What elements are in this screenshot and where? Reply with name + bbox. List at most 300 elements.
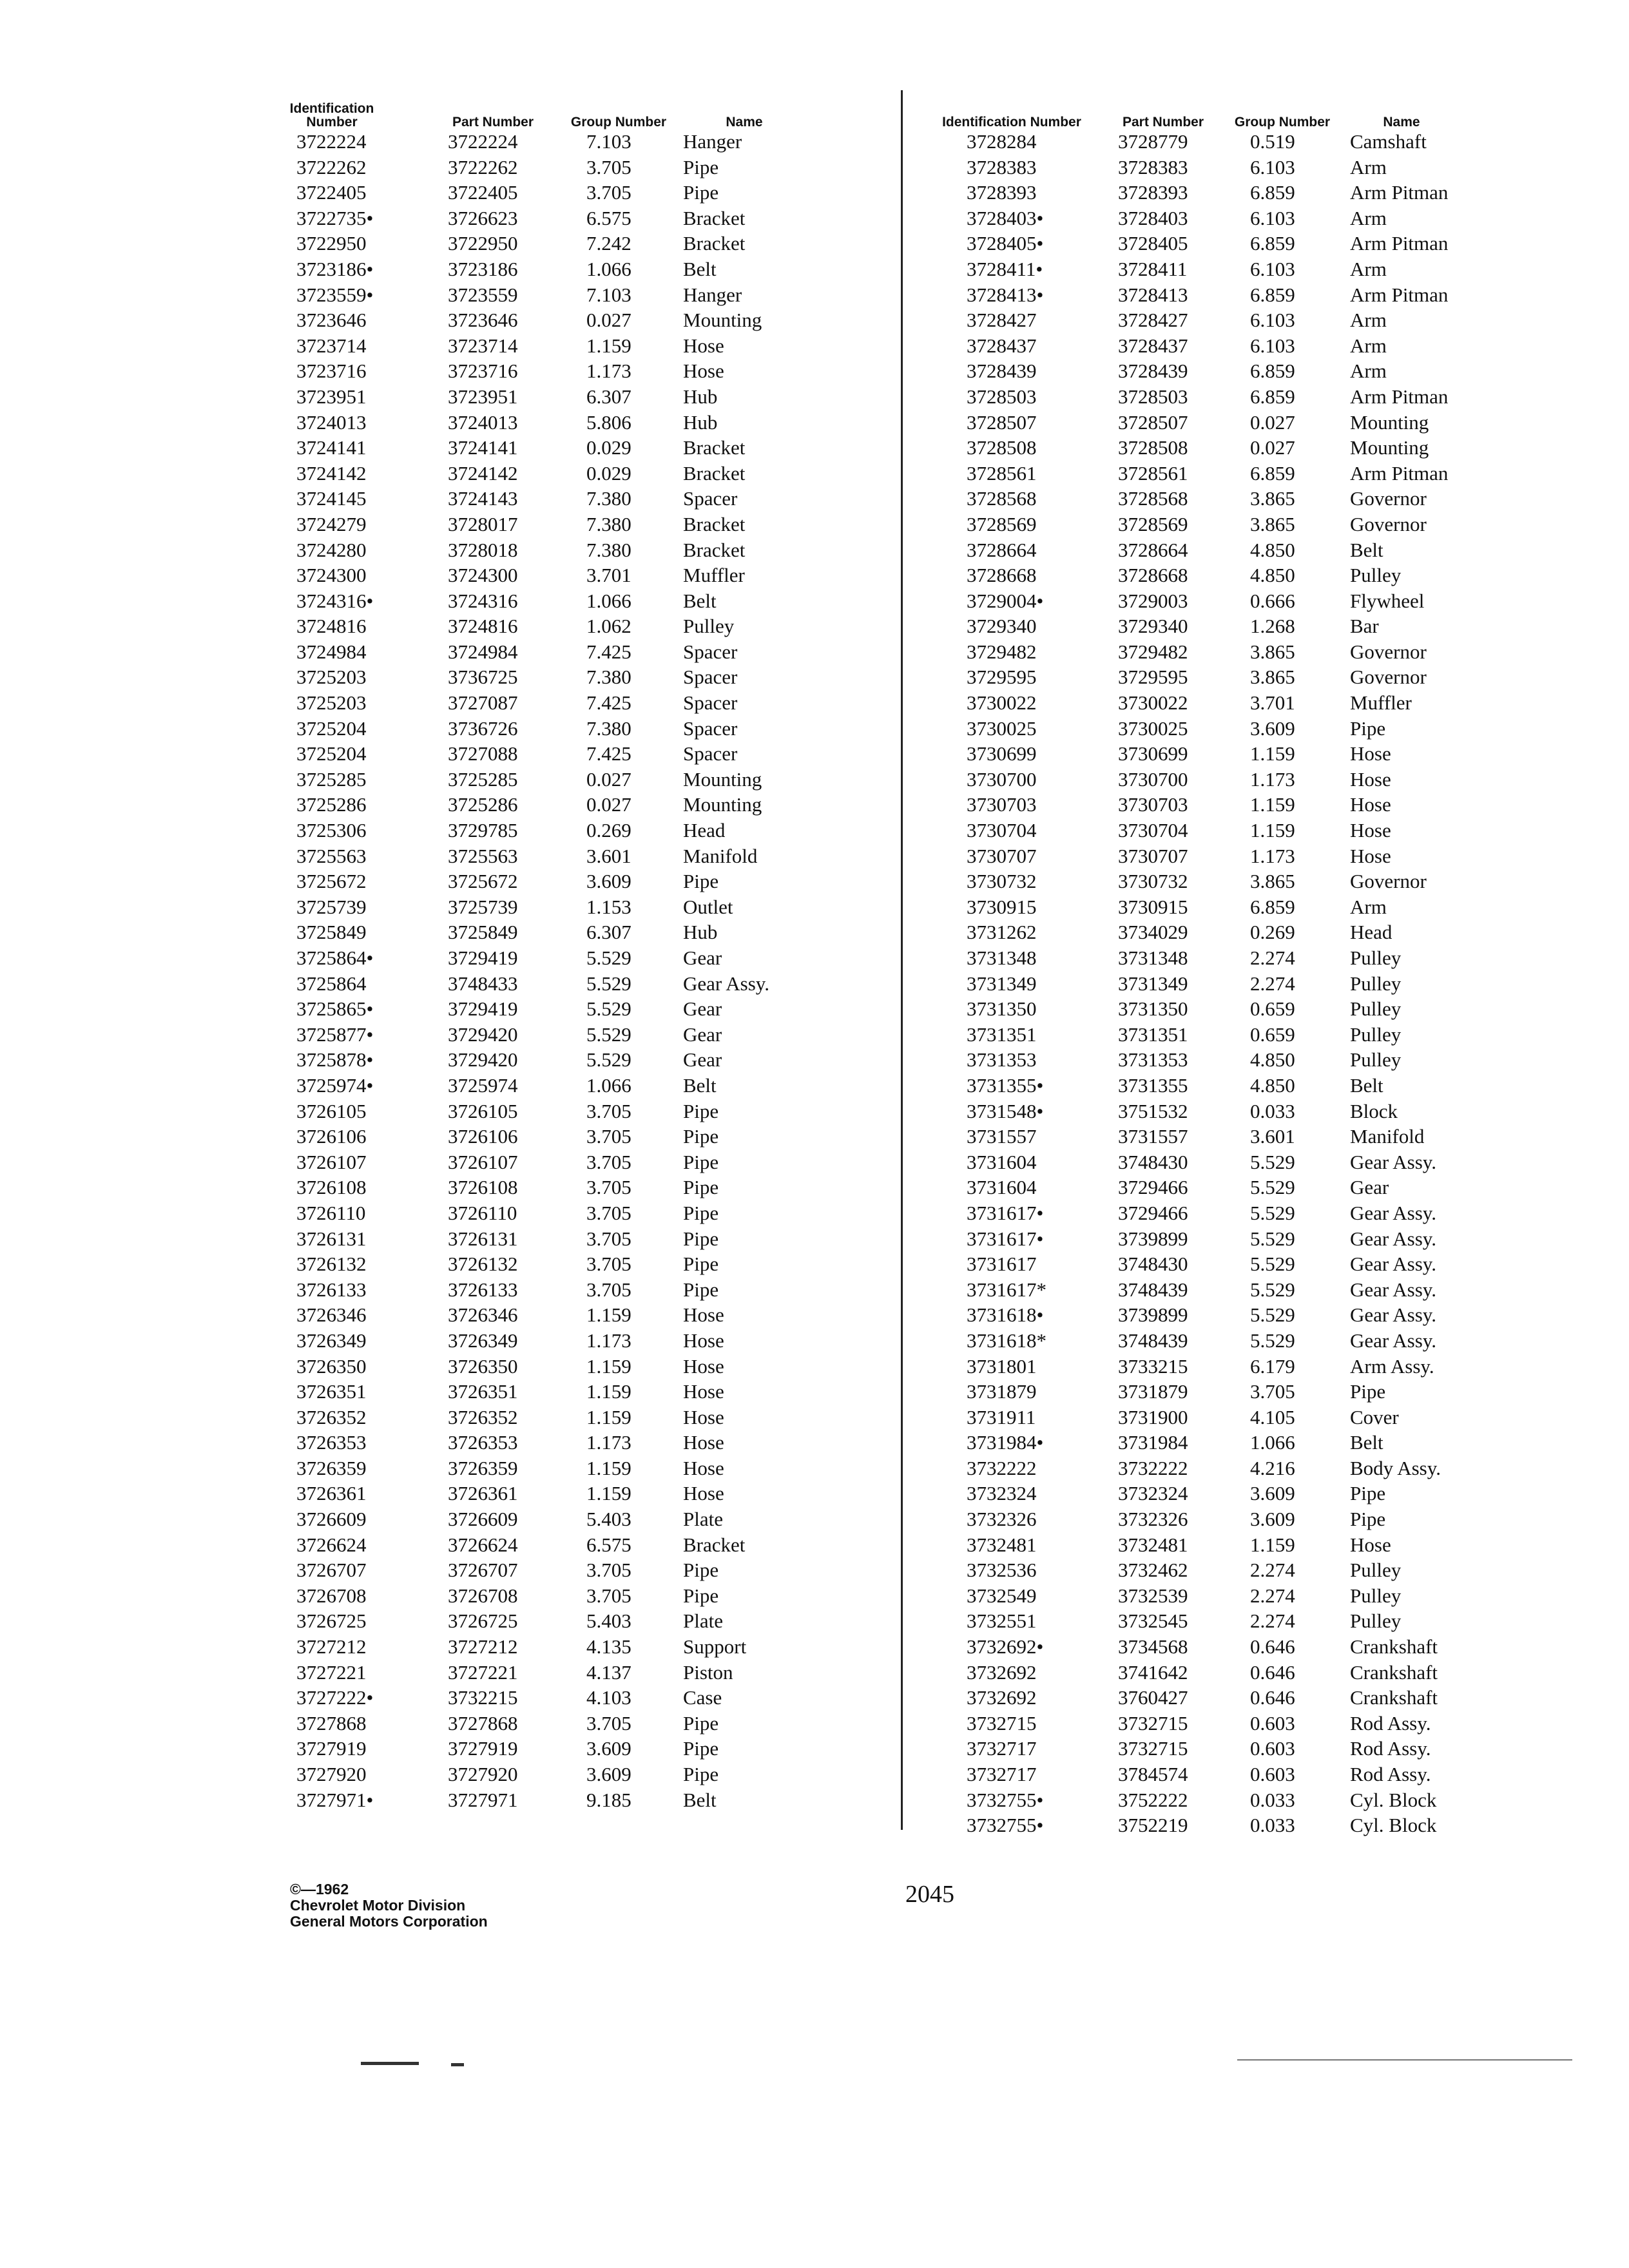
part-number: 3736725 (448, 666, 518, 689)
identification-number: 3727868 (296, 1711, 367, 1735)
table-row (271, 1430, 825, 1456)
group-number: 6.103 (1250, 155, 1295, 178)
part-name: Hose (683, 1456, 724, 1479)
identification-number: 3728427 (967, 309, 1037, 332)
part-name: Cyl. Block (1350, 1788, 1437, 1811)
part-number: 3732215 (448, 1686, 518, 1709)
group-number: 0.029 (586, 461, 631, 485)
part-number: 3726110 (448, 1201, 517, 1224)
part-name: Pipe (1350, 1482, 1386, 1505)
part-number: 3722224 (448, 130, 518, 153)
part-number: 3728561 (1118, 461, 1188, 485)
group-number: 3.865 (1250, 640, 1295, 663)
part-number: 3726350 (448, 1354, 518, 1378)
part-name: Arm (1350, 257, 1387, 280)
table-row (928, 1812, 1547, 1838)
part-name: Arm Pitman (1350, 283, 1449, 306)
part-name: Camshaft (1350, 130, 1427, 153)
part-name: Case (683, 1686, 722, 1709)
group-number: 0.269 (1250, 921, 1295, 944)
group-number: 3.601 (586, 844, 631, 867)
group-number: 3.705 (1250, 1380, 1295, 1403)
table-row (928, 1430, 1547, 1456)
group-number: 1.159 (586, 1303, 631, 1327)
part-number: 3748439 (1118, 1329, 1188, 1352)
group-number: 7.425 (586, 640, 631, 663)
part-name: Crankshaft (1350, 1635, 1438, 1658)
identification-number: 3728403• (967, 206, 1044, 229)
table-row (928, 869, 1547, 894)
group-number: 1.159 (586, 334, 631, 357)
part-number: 3727920 (448, 1763, 518, 1785)
table-row (271, 894, 825, 920)
part-number: 3725849 (448, 921, 518, 944)
part-name: Gear (683, 947, 722, 969)
identification-number: 3729004• (967, 589, 1044, 612)
table-row (928, 1608, 1547, 1634)
part-name: Spacer (683, 666, 738, 689)
part-name: Spacer (683, 716, 738, 740)
part-number: 3728508 (1118, 436, 1188, 459)
part-number: 3751532 (1118, 1099, 1188, 1122)
group-number: 7.380 (586, 666, 631, 689)
part-number: 3734029 (1118, 921, 1188, 944)
identification-number: 3728569 (967, 512, 1037, 535)
group-number: 3.609 (586, 1763, 631, 1785)
group-number: 1.159 (1250, 1533, 1295, 1556)
identification-number: 3726133 (296, 1278, 367, 1301)
part-number: 3732222 (1118, 1456, 1188, 1479)
group-number: 4.850 (1250, 538, 1295, 561)
identification-number: 3726353 (296, 1431, 367, 1454)
identification-number: 3728411• (967, 257, 1043, 280)
table-row (271, 155, 825, 180)
group-number: 7.103 (586, 130, 631, 153)
part-name: Belt (683, 1073, 717, 1097)
header-part-number: Part Number (452, 115, 534, 130)
identification-number: 3725878• (296, 1048, 374, 1072)
part-number: 3726361 (448, 1482, 518, 1505)
identification-number: 3723559• (296, 283, 374, 306)
identification-number: 3730704 (967, 819, 1037, 842)
part-name: Hose (683, 1405, 724, 1428)
group-number: 1.173 (586, 1431, 631, 1454)
part-name: Spacer (683, 640, 738, 663)
part-name: Pipe (683, 1559, 719, 1582)
part-number: 3728439 (1118, 360, 1188, 383)
identification-number: 3724300 (296, 564, 367, 587)
group-number: 4.105 (1250, 1405, 1295, 1428)
part-number: 3726351 (448, 1380, 518, 1403)
group-number: 0.603 (1250, 1763, 1295, 1785)
identification-number: 3731604 (967, 1150, 1037, 1173)
identification-number: 3725864 (296, 972, 367, 995)
part-number: 3723714 (448, 334, 518, 357)
part-name: Pipe (683, 870, 719, 893)
table-row (928, 1456, 1547, 1481)
group-number: 1.159 (586, 1380, 631, 1403)
part-name: Hose (683, 1354, 724, 1378)
group-number: 5.529 (1250, 1278, 1295, 1301)
table-row (271, 1047, 825, 1073)
part-name: Pulley (1350, 1610, 1402, 1633)
identification-number: 3731349 (967, 972, 1037, 995)
group-number: 1.173 (586, 1329, 631, 1352)
table-row (928, 307, 1547, 333)
part-number: 3731879 (1118, 1380, 1188, 1403)
identification-number: 3730699 (967, 742, 1037, 765)
table-row (928, 919, 1547, 945)
group-number: 5.529 (1250, 1201, 1295, 1224)
group-number: 3.705 (586, 1711, 631, 1735)
part-number: 3739899 (1118, 1227, 1188, 1250)
header-identification-number: Identification Number (289, 101, 374, 130)
table-row (928, 1200, 1547, 1226)
part-name: Piston (683, 1660, 733, 1684)
table-row (271, 1226, 825, 1252)
table-row (271, 562, 825, 588)
identification-number: 3731617 (967, 1253, 1037, 1276)
part-number: 3723559 (448, 283, 518, 306)
part-name: Hose (683, 360, 724, 383)
identification-number: 3723646 (296, 309, 367, 332)
part-number: 3727971 (448, 1788, 518, 1811)
part-name: Gear Assy. (1350, 1253, 1437, 1276)
table-row (928, 1277, 1547, 1303)
table-body (271, 129, 825, 1812)
table-row (271, 512, 825, 537)
identification-number: 3732481 (967, 1533, 1037, 1556)
group-number: 5.529 (1250, 1303, 1295, 1327)
parts-table-right (928, 77, 1547, 1838)
part-name: Pipe (1350, 1380, 1386, 1403)
identification-number: 3722950 (296, 232, 367, 255)
identification-number: 3729595 (967, 666, 1037, 689)
identification-number: 3728668 (967, 564, 1037, 587)
identification-number: 3730022 (967, 691, 1037, 715)
table-row (928, 792, 1547, 818)
table-row (271, 1379, 825, 1405)
identification-number: 3727919 (296, 1737, 367, 1760)
part-name: Governor (1350, 487, 1427, 510)
table-row (271, 1762, 825, 1787)
table-row (271, 1787, 825, 1813)
group-number: 3.609 (1250, 1508, 1295, 1531)
table-row (271, 1124, 825, 1149)
identification-number: 3726351 (296, 1380, 367, 1403)
part-number: 3729003 (1118, 589, 1188, 612)
part-number: 3728664 (1118, 538, 1188, 561)
part-name: Hub (683, 921, 718, 944)
part-name: Belt (683, 1788, 717, 1811)
identification-number: 3726359 (296, 1456, 367, 1479)
group-number: 1.159 (586, 1405, 631, 1428)
table-row (928, 1251, 1547, 1277)
table-row (928, 1328, 1547, 1354)
identification-number: 3730732 (967, 870, 1037, 893)
identification-number: 3725974• (296, 1073, 374, 1097)
group-number: 0.027 (1250, 436, 1295, 459)
group-number: 0.027 (586, 309, 631, 332)
corporation-name: General Motors Corporation (290, 1913, 488, 1930)
group-number: 1.268 (1250, 615, 1295, 638)
table-row (928, 1762, 1547, 1787)
part-name: Pulley (1350, 972, 1402, 995)
identification-number: 3725286 (296, 793, 367, 816)
identification-number: 3731911 (967, 1405, 1036, 1428)
group-number: 3.705 (586, 1099, 631, 1122)
header-name: Name (726, 115, 763, 130)
part-name: Bracket (683, 512, 746, 535)
table-row (271, 919, 825, 945)
table-row (928, 435, 1547, 461)
identification-number: 3731355• (967, 1073, 1044, 1097)
identification-number: 3725306 (296, 819, 367, 842)
identification-number: 3724816 (296, 615, 367, 638)
identification-number: 3728393 (967, 181, 1037, 204)
identification-number: 3732326 (967, 1508, 1037, 1531)
table-row (271, 1711, 825, 1736)
table-row (928, 282, 1547, 308)
part-name: Spacer (683, 487, 738, 510)
part-number: 3748430 (1118, 1150, 1188, 1173)
table-row (928, 1099, 1547, 1124)
identification-number: 3730700 (967, 767, 1037, 791)
identification-number: 3725864• (296, 947, 374, 969)
table-row (271, 1200, 825, 1226)
identification-number: 3725739 (296, 895, 367, 918)
table-row (271, 843, 825, 869)
table-row (928, 1506, 1547, 1532)
table-row (928, 512, 1547, 537)
part-number: 3725672 (448, 870, 518, 893)
part-name: Pipe (1350, 1508, 1386, 1531)
part-number: 3724013 (448, 410, 518, 434)
part-name: Arm Pitman (1350, 461, 1449, 485)
identification-number: 3727920 (296, 1763, 367, 1785)
part-name: Manifold (1350, 1125, 1425, 1148)
table-row (928, 461, 1547, 486)
group-number: 6.179 (1250, 1354, 1295, 1378)
group-number: 3.865 (1250, 870, 1295, 893)
part-name: Mounting (1350, 436, 1429, 459)
part-name: Pulley (1350, 564, 1402, 587)
part-number: 3727868 (448, 1711, 518, 1735)
part-name: Hose (1350, 742, 1391, 765)
identification-number: 3726708 (296, 1584, 367, 1607)
part-name: Pipe (683, 1150, 719, 1173)
part-name: Crankshaft (1350, 1686, 1438, 1709)
group-number: 5.529 (1250, 1176, 1295, 1199)
part-name: Bar (1350, 615, 1379, 638)
identification-number: 3731879 (967, 1380, 1037, 1403)
part-number: 3724300 (448, 564, 518, 587)
identification-number: 3730707 (967, 844, 1037, 867)
part-name: Pipe (683, 1125, 719, 1148)
identification-number: 3724984 (296, 640, 367, 663)
group-number: 0.033 (1250, 1099, 1295, 1122)
part-number: 3732539 (1118, 1584, 1188, 1607)
part-number: 3728779 (1118, 130, 1188, 153)
part-name: Pipe (683, 1763, 719, 1785)
group-number: 1.066 (586, 589, 631, 612)
table-row (271, 358, 825, 384)
part-number: 3728569 (1118, 512, 1188, 535)
group-number: 6.103 (1250, 334, 1295, 357)
part-number: 3730022 (1118, 691, 1188, 715)
part-name: Belt (683, 257, 717, 280)
part-number: 3726609 (448, 1508, 518, 1531)
identification-number: 3731617• (967, 1227, 1044, 1250)
table-row (271, 664, 825, 690)
parts-table-left (271, 77, 825, 1812)
part-name: Hub (683, 410, 718, 434)
identification-number: 3725285 (296, 767, 367, 791)
part-number: 3729466 (1118, 1176, 1188, 1199)
group-number: 3.865 (1250, 666, 1295, 689)
part-name: Pipe (683, 181, 719, 204)
identification-number: 3722262 (296, 155, 367, 178)
part-number: 3728018 (448, 538, 518, 561)
group-number: 3.865 (1250, 487, 1295, 510)
part-name: Hose (683, 334, 724, 357)
identification-number: 3728503 (967, 385, 1037, 408)
scan-mark (451, 2063, 464, 2066)
group-number: 3.705 (586, 1176, 631, 1199)
table-row (271, 1685, 825, 1711)
part-number: 3731557 (1118, 1125, 1188, 1148)
part-name: Gear Assy. (1350, 1303, 1437, 1327)
group-number: 1.159 (1250, 742, 1295, 765)
table-row (271, 1660, 825, 1686)
table-row (928, 690, 1547, 716)
part-number: 3730915 (1118, 895, 1188, 918)
table-row (271, 1557, 825, 1583)
part-number: 3729420 (448, 1048, 518, 1072)
group-number: 6.859 (1250, 461, 1295, 485)
part-name: Hanger (683, 130, 742, 153)
part-number: 3733215 (1118, 1354, 1188, 1378)
part-number: 3724142 (448, 461, 518, 485)
table-row (271, 1456, 825, 1481)
part-name: Bracket (683, 206, 746, 229)
part-name: Pipe (683, 1278, 719, 1301)
table-row (271, 486, 825, 512)
table-row (271, 129, 825, 155)
table-row (928, 333, 1547, 359)
part-name: Pipe (683, 155, 719, 178)
identification-number: 3731557 (967, 1125, 1037, 1148)
group-number: 0.666 (1250, 589, 1295, 612)
table-row (271, 869, 825, 894)
identification-number: 3725563 (296, 844, 367, 867)
table-row (928, 129, 1547, 155)
group-number: 0.519 (1250, 130, 1295, 153)
table-row (928, 1124, 1547, 1149)
header-group-number: Group Number (1234, 115, 1331, 130)
header-part-number: Part Number (1122, 115, 1204, 130)
identification-number: 3729482 (967, 640, 1037, 663)
identification-number: 3726110 (296, 1201, 366, 1224)
table-row (928, 1405, 1547, 1430)
part-name: Pulley (1350, 997, 1402, 1021)
table-row (928, 231, 1547, 256)
part-name: Arm Pitman (1350, 232, 1449, 255)
part-number: 3748433 (448, 972, 518, 995)
part-number: 3726353 (448, 1431, 518, 1454)
table-row (271, 1073, 825, 1099)
part-name: Hose (683, 1380, 724, 1403)
group-number: 3.705 (586, 181, 631, 204)
part-number: 3728017 (448, 512, 518, 535)
table-row (271, 996, 825, 1022)
part-number: 3726624 (448, 1533, 518, 1556)
table-row (928, 767, 1547, 793)
part-name: Plate (683, 1508, 723, 1531)
table-row (928, 1354, 1547, 1379)
group-number: 3.705 (586, 1150, 631, 1173)
group-number: 2.274 (1250, 1610, 1295, 1633)
table-row (271, 1506, 825, 1532)
part-name: Pipe (683, 1099, 719, 1122)
group-number: 7.425 (586, 691, 631, 715)
group-number: 3.705 (586, 1278, 631, 1301)
table-row (271, 282, 825, 308)
table-row (271, 231, 825, 256)
part-name: Gear Assy. (1350, 1278, 1437, 1301)
table-row (271, 588, 825, 614)
table-row (928, 716, 1547, 742)
identification-number: 3726707 (296, 1559, 367, 1582)
group-number: 1.066 (586, 257, 631, 280)
part-number: 3730704 (1118, 819, 1188, 842)
part-number: 3732462 (1118, 1559, 1188, 1582)
identification-number: 3732692 (967, 1660, 1037, 1684)
part-number: 3726132 (448, 1253, 518, 1276)
part-number: 3729340 (1118, 615, 1188, 638)
part-name: Outlet (683, 895, 733, 918)
table-row (928, 639, 1547, 665)
table-row (271, 1634, 825, 1660)
table-row (928, 384, 1547, 410)
part-number: 3731984 (1118, 1431, 1188, 1454)
part-number: 3727087 (448, 691, 518, 715)
part-number: 3748430 (1118, 1253, 1188, 1276)
identification-number: 3727222• (296, 1686, 374, 1709)
group-number: 0.659 (1250, 1023, 1295, 1046)
identification-number: 3722735• (296, 206, 374, 229)
part-name: Bracket (683, 538, 746, 561)
part-number: 3730703 (1118, 793, 1188, 816)
identification-number: 3725877• (296, 1023, 374, 1046)
group-number: 1.062 (586, 615, 631, 638)
identification-number: 3730915 (967, 895, 1037, 918)
table-row (271, 1251, 825, 1277)
part-name: Governor (1350, 666, 1427, 689)
table-row (928, 486, 1547, 512)
part-name: Gear (683, 997, 722, 1021)
group-number: 0.027 (586, 767, 631, 791)
identification-number: 3732717 (967, 1737, 1037, 1760)
identification-number: 3728507 (967, 410, 1037, 434)
group-number: 5.529 (1250, 1329, 1295, 1352)
identification-number: 3732549 (967, 1584, 1037, 1607)
part-number: 3729595 (1118, 666, 1188, 689)
part-number: 3729419 (448, 947, 518, 969)
part-number: 3727212 (448, 1635, 518, 1658)
part-number: 3728507 (1118, 410, 1188, 434)
table-row (271, 818, 825, 843)
